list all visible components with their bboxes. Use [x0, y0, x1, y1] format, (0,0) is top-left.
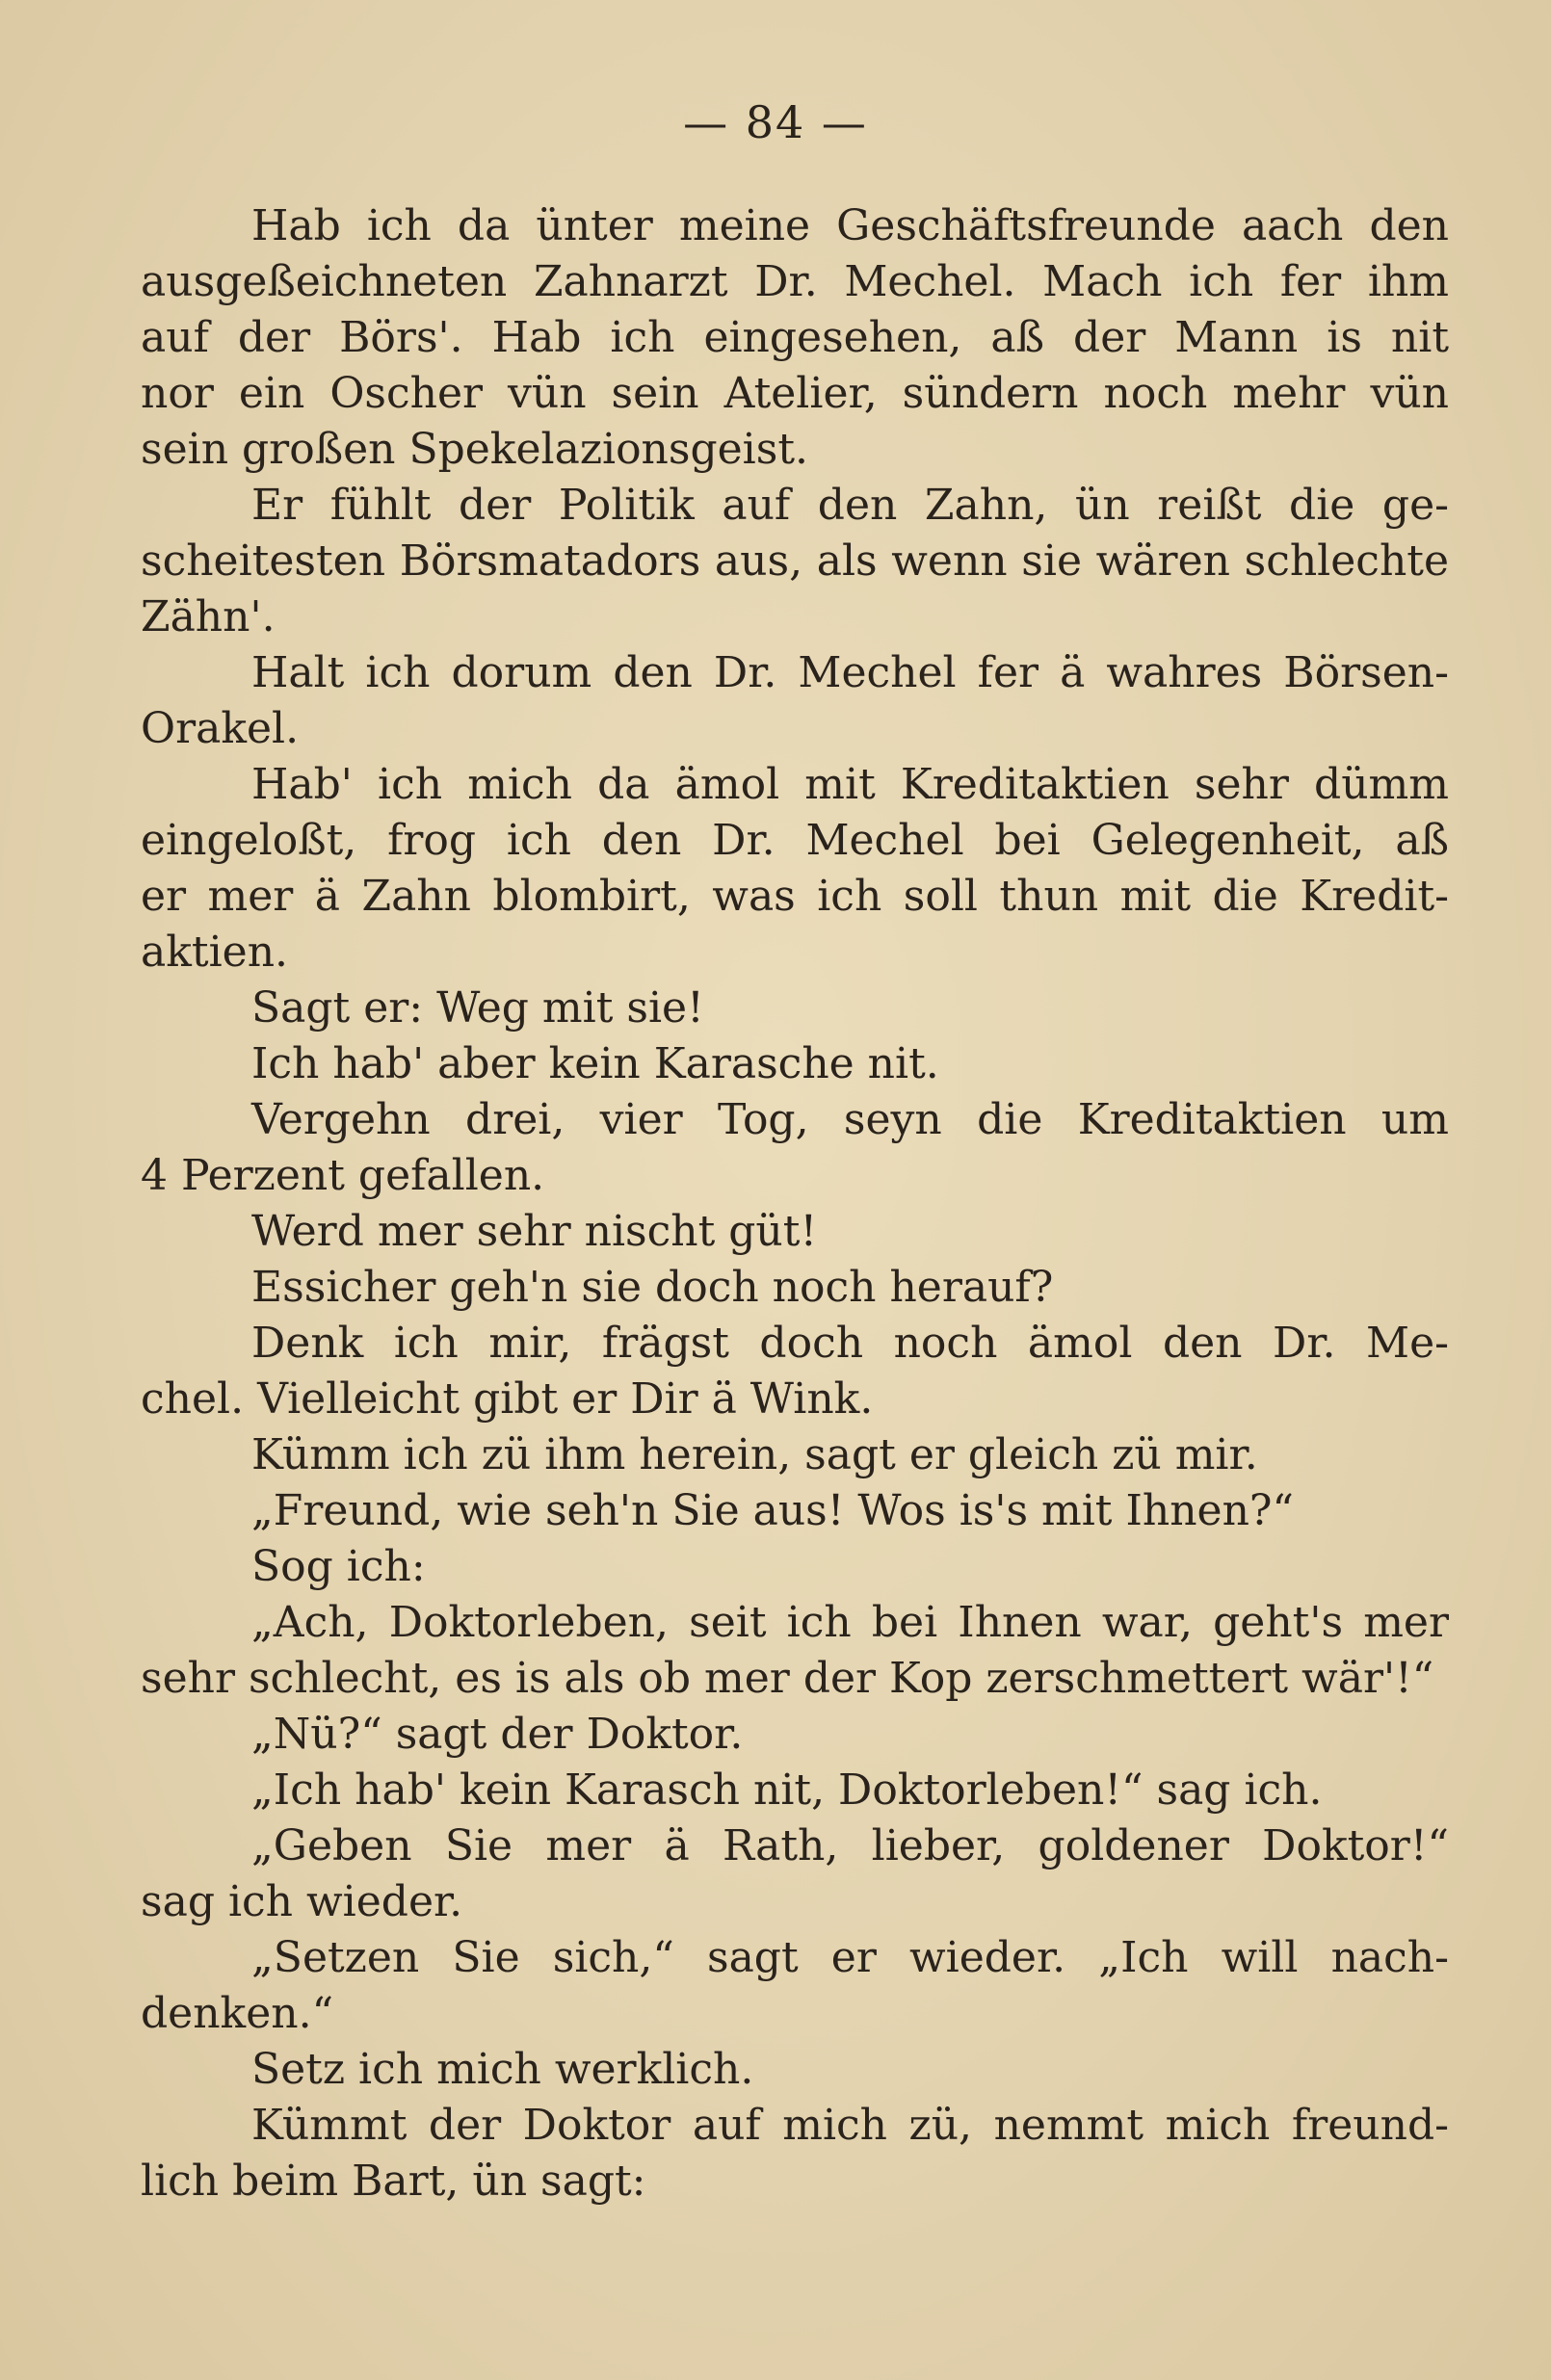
text-line: ausgeßeichneten Zahnarzt Dr. Mechel. Mach ich fer ihm [141, 257, 1449, 306]
text-line: „Ach, Doktorleben, seit ich bei Ihnen war, geht's mer [251, 1598, 1449, 1647]
text-line: Halt ich dorum den Dr. Mechel fer ä wahres Börsen- [251, 648, 1449, 697]
text-line: Kümmt der Doktor auf mich zü, nemmt mich freund- [251, 2101, 1449, 2150]
text-line: „Setzen Sie sich,“ sagt er wieder. „Ich will nach- [251, 1933, 1449, 1982]
text-line: „Ich hab' kein Karasch nit, Doktorleben!“ sag ich. [251, 1765, 1323, 1815]
text-line: sag ich wieder. [141, 1877, 463, 1926]
text-line: „Nü?“ sagt der Doktor. [251, 1710, 744, 1759]
text-line: scheitesten Börsmatadors aus, als wenn sie wären schlechte [141, 536, 1449, 586]
text-line: eingeloßt, frog ich den Dr. Mechel bei Gelegenheit, aß [141, 816, 1449, 865]
text-line: Ich hab' aber kein Karasche nit. [251, 1039, 939, 1088]
text-line: sehr schlecht, es is als ob mer der Kop zerschmettert wär'!“ [141, 1654, 1434, 1703]
text-line: Er fühlt der Politik auf den Zahn, ün reißt die ge- [251, 481, 1449, 530]
text-line: Essicher geh'n sie doch noch herauf? [251, 1263, 1054, 1312]
text-line: Sog ich: [251, 1542, 426, 1591]
page-number: — 84 — [683, 96, 868, 148]
text-line: lich beim Bart, ün sagt: [141, 2157, 646, 2206]
text-line: Sagt er: Weg mit sie! [251, 983, 704, 1033]
text-line: er mer ä Zahn blombirt, was ich soll thun mit die Kredit- [141, 872, 1449, 921]
text-line: Zähn'. [141, 592, 276, 641]
text-line: Hab ich da ünter meine Geschäftsfreunde aach den [251, 201, 1449, 250]
text-line: Vergehn drei, vier Tog, seyn die Kreditaktien um [251, 1095, 1449, 1144]
text-line: Kümm ich zü ihm herein, sagt er gleich zü mir. [251, 1430, 1258, 1479]
text-line: denken.“ [141, 1989, 334, 2038]
text-line: Denk ich mir, frägst doch noch ämol den Dr. Me- [251, 1319, 1449, 1368]
text-line: aktien. [141, 928, 289, 977]
text-line: „Freund, wie seh'n Sie aus! Wos is's mit Ihnen?“ [251, 1486, 1294, 1535]
text-line: auf der Börs'. Hab ich eingesehen, aß der Mann is nit [141, 313, 1449, 362]
text-line: „Geben Sie mer ä Rath, lieber, goldener Doktor!“ [251, 1821, 1449, 1870]
text-line: Werd mer sehr nischt güt! [251, 1207, 818, 1256]
text-line: Orakel. [141, 704, 300, 753]
text-line: chel. Vielleicht gibt er Dir ä Wink. [141, 1374, 874, 1424]
body-text [141, 198, 1449, 2210]
text-line: 4 Perzent gefallen. [141, 1151, 545, 1200]
text-line: Hab' ich mich da ämol mit Kreditaktien sehr dümm [251, 760, 1449, 809]
text-line: Setz ich mich werklich. [251, 2045, 754, 2094]
text-line: nor ein Oscher vün sein Atelier, sündern noch mehr vün [141, 369, 1449, 418]
text-line: sein großen Spekelazionsgeist. [141, 425, 808, 474]
